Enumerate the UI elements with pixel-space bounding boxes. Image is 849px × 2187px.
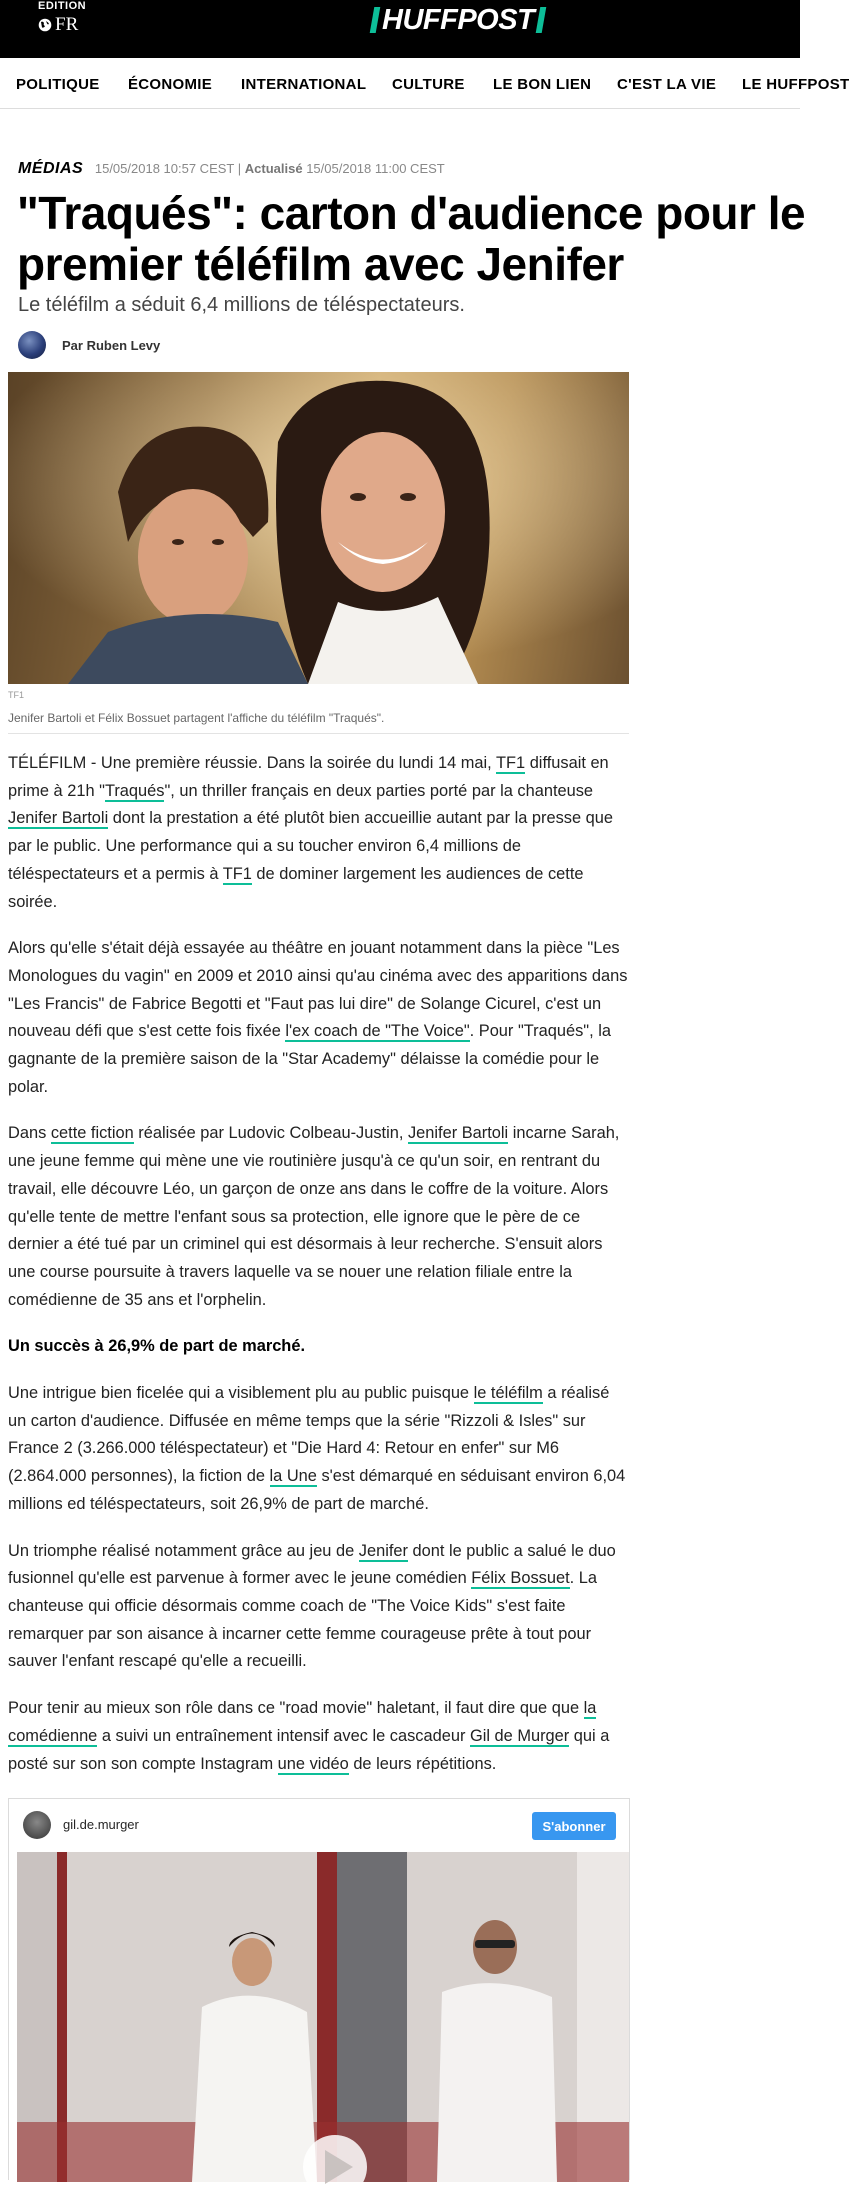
image-credit: TF1 [8, 690, 25, 700]
link-gil-de-murger[interactable]: Gil de Murger [469, 1726, 570, 1745]
byline [18, 331, 160, 359]
edition-label: EDITION [38, 0, 87, 12]
follow-button[interactable]: S'abonner [532, 1812, 616, 1840]
subheading: Un succès à 26,9% de part de marché. [8, 1337, 305, 1356]
link-la-comedienne[interactable]: la comédienne [8, 1699, 597, 1745]
nav-item-international[interactable]: INTERNATIONAL [241, 76, 367, 93]
text: Une intrigue bien ficelée qui a visiblement plu au public puisque [8, 1384, 474, 1403]
nav-item-culture[interactable]: CULTURE [392, 76, 465, 93]
author-name[interactable]: Par Ruben Levy [62, 337, 161, 353]
text: Dans [8, 1124, 51, 1143]
link-jenifer-bartoli-2[interactable]: Jenifer Bartoli [407, 1124, 509, 1143]
text: a réalisé un carton d'audience. Diffusée en même temps que la série "Rizzoli & Isles" sur France 2 (3.266.000 téléspectateur) et "Die Hard 4: Retour en enfer" sur M6 (2.864.000 personnes), la fiction de [8, 1384, 610, 1486]
link-jenifer[interactable]: Jenifer [358, 1541, 408, 1560]
top-bar [0, 0, 800, 58]
text: a suivi un entraînement intensif avec le cascadeur [97, 1726, 470, 1745]
article-meta [18, 160, 445, 178]
text: Pour tenir au mieux son rôle dans ce "road movie" haletant, il faut dire que que [8, 1699, 584, 1718]
text: réalisée par Ludovic Colbeau-Justin, [133, 1124, 408, 1143]
instagram-username[interactable]: gil.de.murger [63, 1817, 139, 1832]
nav-item-le-bon-lien[interactable]: LE BON LIEN [493, 76, 592, 93]
article-body [8, 750, 630, 1797]
caption-divider [8, 733, 629, 734]
link-le-telefilm[interactable]: le téléfilm [473, 1384, 543, 1403]
link-jenifer-bartoli[interactable]: Jenifer Bartoli [8, 809, 109, 828]
logo-text: HUFFPOST [382, 4, 535, 36]
instagram-embed [8, 1798, 630, 2180]
link-la-une[interactable]: la Une [269, 1467, 317, 1486]
link-ex-coach-the-voice[interactable]: l'ex coach de "The Voice" [285, 1022, 470, 1041]
paragraph-4 [8, 1380, 630, 1519]
video-frame [17, 1852, 629, 2182]
paragraph-2 [8, 935, 630, 1101]
main-nav [0, 58, 849, 109]
link-tf1-2[interactable]: TF1 [222, 864, 252, 883]
nav-item-cest-la-vie[interactable]: C'EST LA VIE [617, 76, 717, 93]
link-felix-bossuet[interactable]: Félix Bossuet [471, 1569, 570, 1588]
text: ", un thriller français en deux parties porté par la chanteuse [164, 781, 594, 800]
edition-code: FR [55, 14, 79, 35]
text: dont la prestation a été plutôt bien accueillie autant par la presse que par le public. Une performance qui a su toucher environ 6,4 millions de téléspectateurs et a permis à [8, 809, 614, 883]
embed-header [9, 1799, 629, 1851]
paragraph-3 [8, 1120, 630, 1314]
updated-date: 15/05/2018 11:00 CEST [306, 161, 445, 176]
huffpost-logo[interactable] [372, 6, 544, 34]
text: Un triomphe réalisé notamment grâce au jeu de [8, 1541, 359, 1560]
paragraph-5 [8, 1538, 630, 1677]
meta-separator: | [237, 161, 242, 176]
text: TÉLÉFILM - Une première réussie. Dans la soirée du lundi 14 mai, [8, 754, 496, 772]
link-tf1[interactable]: TF1 [496, 754, 526, 772]
section-label[interactable]: MÉDIAS [18, 160, 84, 177]
text: Alors qu'elle s'était déjà essayée au théâtre en jouant notamment dans la pièce "Les Monologues du vagin" en 2009 et 2010 ainsi qu'au cinéma avec des apparitions dans "Les Francis" de Fabrice Begotti et "Faut pas lui dire" de Solange Cicurel, c'est un nouveau défi que s'est cette fois fixée [8, 939, 628, 1041]
updated-label: Actualisé [244, 161, 303, 176]
text: dont le public a salué le duo fusionnel qu'elle est parvenue à former avec le jeune comédien [8, 1541, 616, 1588]
link-traques[interactable]: Traqués [104, 781, 165, 800]
text: . La chanteuse qui officie désormais comme coach de "The Voice Kids" s'est faite remarquer par son aisance à incarner cette femme courageuse prête à tout pour sauver l'enfant rescapé qu'elle a recueilli. [8, 1569, 597, 1671]
text: . Pour "Traqués", la gagnante de la première saison de la "Star Academy" délaisse la comédie pour le polar. [8, 1022, 611, 1096]
image-caption: Jenifer Bartoli et Félix Bossuet partagent l'affiche du téléfilm "Traqués". [8, 711, 385, 725]
instagram-avatar[interactable] [23, 1811, 51, 1839]
globe-icon [38, 18, 52, 32]
text: diffusait en prime à 21h " [8, 754, 609, 800]
nav-item-politique[interactable]: POLITIQUE [16, 76, 100, 93]
text: de dominer largement les audiences de cette soirée. [8, 864, 584, 911]
edition-selector[interactable] [38, 0, 86, 35]
nav-item-economie[interactable]: ÉCONOMIE [128, 76, 213, 93]
nav-item-le-huffpost[interactable]: LE HUFFPOST [742, 76, 849, 93]
paragraph-6 [8, 1695, 630, 1778]
instagram-video[interactable] [17, 1852, 629, 2182]
author-avatar[interactable] [18, 331, 46, 359]
hero-illustration [8, 372, 629, 684]
page-title: "Traqués": carton d'audience pour le premier téléfilm avec Jenifer [17, 187, 806, 290]
text: de leurs répétitions. [348, 1754, 497, 1773]
link-une-video[interactable]: une vidéo [277, 1754, 349, 1773]
link-cette-fiction[interactable]: cette fiction [50, 1124, 134, 1143]
hero-image [8, 372, 629, 684]
text: qui a posté sur son son compte Instagram [8, 1726, 610, 1773]
text: s'est démarqué en séduisant environ 6,04 millions ed téléspectateurs, soit 26,9% de part de marché. [8, 1467, 626, 1513]
published-date: 15/05/2018 10:57 CEST [94, 161, 235, 176]
article-subtitle: Le téléfilm a séduit 6,4 millions de téléspectateurs. [18, 294, 465, 316]
text: incarne Sarah, une jeune femme qui mène une vie routinière jusqu'à ce qu'un soir, en rentrant du travail, elle découvre Léo, un garçon de onze ans dans le coffre de la voiture. Alors qu'elle tente de mettre l'enfant sous sa protection, elle ignore que le père de ce dernier a été tué par un criminel qui est désormais à leur recherche. S'ensuit alors une course poursuite à travers laquelle va se nouer une relation filiale entre la comédienne de 35 ans et l'orphelin. [8, 1124, 620, 1309]
paragraph-1 [8, 750, 630, 916]
